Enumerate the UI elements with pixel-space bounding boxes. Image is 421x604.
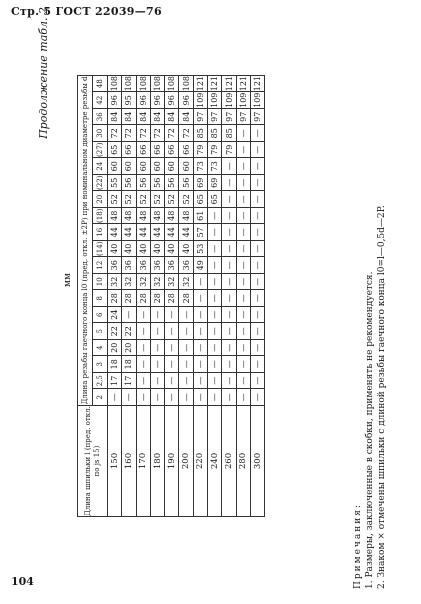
- value-cell: 20: [108, 340, 122, 357]
- value-cell: —: [222, 290, 236, 307]
- value-cell: 40: [179, 241, 193, 258]
- value-cell: 49: [193, 257, 207, 274]
- value-cell: 72: [179, 125, 193, 142]
- length-cell: 190: [165, 406, 179, 517]
- value-cell: 60: [136, 158, 150, 175]
- diameter-header-cell: 16: [93, 224, 108, 241]
- value-cell: 84: [179, 109, 193, 126]
- value-cell: 28: [179, 290, 193, 307]
- value-cell: —: [208, 389, 222, 406]
- value-cell: —: [236, 340, 250, 357]
- value-cell: 108: [136, 75, 150, 92]
- value-cell: 28: [150, 290, 164, 307]
- diameter-header-cell: 3: [93, 356, 108, 373]
- value-cell: 44: [108, 224, 122, 241]
- value-cell: 56: [179, 175, 193, 192]
- value-cell: 97: [222, 109, 236, 126]
- value-cell: 84: [150, 109, 164, 126]
- diameter-header-cell: 20: [93, 191, 108, 208]
- value-cell: —: [236, 241, 250, 258]
- notes-block: [352, 9, 388, 589]
- diameter-header-cell: 2,5: [93, 373, 108, 390]
- value-cell: —: [250, 356, 264, 373]
- value-cell: 52: [165, 191, 179, 208]
- value-cell: —: [250, 224, 264, 241]
- value-cell: —: [179, 323, 193, 340]
- value-cell: —: [208, 290, 222, 307]
- value-cell: —: [193, 323, 207, 340]
- value-cell: 40: [108, 241, 122, 258]
- value-cell: 36: [179, 257, 193, 274]
- diameter-header-cell: 6: [93, 307, 108, 324]
- value-cell: —: [193, 373, 207, 390]
- value-cell: 66: [136, 142, 150, 159]
- value-cell: —: [136, 373, 150, 390]
- value-cell: —: [150, 373, 164, 390]
- length-cell: 220: [193, 406, 207, 517]
- value-cell: —: [136, 389, 150, 406]
- value-cell: 44: [165, 224, 179, 241]
- value-cell: 44: [179, 224, 193, 241]
- value-cell: —: [222, 274, 236, 291]
- value-cell: 95: [122, 92, 136, 109]
- value-cell: 55: [108, 175, 122, 192]
- value-cell: 60: [179, 158, 193, 175]
- diameter-header-cell: 42: [93, 92, 108, 109]
- value-cell: —: [150, 340, 164, 357]
- value-cell: —: [208, 241, 222, 258]
- value-cell: 52: [136, 191, 150, 208]
- value-cell: —: [222, 356, 236, 373]
- value-cell: 17: [108, 373, 122, 390]
- value-cell: 66: [150, 142, 164, 159]
- value-cell: 28: [108, 290, 122, 307]
- diameter-header-cell: 4: [93, 340, 108, 357]
- value-cell: 22: [122, 323, 136, 340]
- value-cell: —: [236, 142, 250, 159]
- value-cell: 121: [250, 75, 264, 92]
- value-cell: —: [193, 307, 207, 324]
- table-row: [193, 75, 207, 516]
- continuation-label: Продолжение табл. 2: [37, 7, 50, 139]
- value-cell: 109: [236, 92, 250, 109]
- value-cell: 52: [179, 191, 193, 208]
- length-cell: 280: [236, 406, 250, 517]
- value-cell: 36: [165, 257, 179, 274]
- value-cell: 97: [250, 109, 264, 126]
- value-cell: 32: [179, 274, 193, 291]
- value-cell: 56: [165, 175, 179, 192]
- value-cell: 48: [165, 208, 179, 225]
- value-cell: —: [136, 323, 150, 340]
- value-cell: —: [193, 290, 207, 307]
- rotated-table-area: [37, 7, 421, 597]
- value-cell: —: [222, 191, 236, 208]
- value-cell: —: [208, 307, 222, 324]
- value-cell: 48: [108, 208, 122, 225]
- value-cell: 65: [193, 191, 207, 208]
- value-cell: 36: [108, 257, 122, 274]
- value-cell: —: [250, 257, 264, 274]
- value-cell: 32: [150, 274, 164, 291]
- value-cell: 84: [122, 109, 136, 126]
- value-cell: —: [250, 158, 264, 175]
- value-cell: —: [250, 307, 264, 324]
- value-cell: 97: [208, 109, 222, 126]
- diameter-header-cell: 30: [93, 125, 108, 142]
- value-cell: —: [122, 389, 136, 406]
- table-row: [236, 75, 250, 516]
- value-cell: —: [208, 208, 222, 225]
- value-cell: 73: [208, 158, 222, 175]
- value-cell: 65: [208, 191, 222, 208]
- value-cell: 28: [122, 290, 136, 307]
- value-cell: 121: [208, 75, 222, 92]
- value-cell: 79: [222, 142, 236, 159]
- value-cell: —: [250, 142, 264, 159]
- value-cell: —: [250, 389, 264, 406]
- table-body: [108, 75, 265, 516]
- value-cell: 69: [208, 175, 222, 192]
- value-cell: 40: [122, 241, 136, 258]
- value-cell: 108: [150, 75, 164, 92]
- value-cell: —: [208, 373, 222, 390]
- value-cell: 57: [193, 224, 207, 241]
- value-cell: —: [208, 323, 222, 340]
- length-cell: 300: [250, 406, 264, 517]
- value-cell: 20: [122, 340, 136, 357]
- value-cell: 84: [136, 109, 150, 126]
- value-cell: 28: [165, 290, 179, 307]
- value-cell: 109: [250, 92, 264, 109]
- value-cell: 60: [150, 158, 164, 175]
- note-1: 1. Размеры, заключенные в скобки, применять не рекомендуется.: [365, 271, 375, 589]
- value-cell: 32: [108, 274, 122, 291]
- value-cell: —: [236, 307, 250, 324]
- value-cell: 66: [179, 142, 193, 159]
- value-cell: —: [165, 323, 179, 340]
- value-cell: —: [236, 257, 250, 274]
- table-row: [122, 75, 136, 516]
- table-row: [108, 75, 122, 516]
- value-cell: 85: [208, 125, 222, 142]
- table-row: [179, 75, 193, 516]
- length-cell: 170: [136, 406, 150, 517]
- value-cell: —: [222, 257, 236, 274]
- value-cell: 109: [208, 92, 222, 109]
- value-cell: 18: [122, 356, 136, 373]
- value-cell: —: [250, 191, 264, 208]
- table-row: [222, 75, 236, 516]
- value-cell: 32: [136, 274, 150, 291]
- length-cell: 260: [222, 406, 236, 517]
- value-cell: —: [179, 307, 193, 324]
- length-cell: 150: [108, 406, 122, 517]
- diameter-header-cell: 24: [93, 158, 108, 175]
- value-cell: —: [250, 373, 264, 390]
- value-cell: 96: [108, 92, 122, 109]
- value-cell: —: [193, 340, 207, 357]
- value-cell: 44: [150, 224, 164, 241]
- value-cell: —: [222, 224, 236, 241]
- value-cell: 85: [222, 125, 236, 142]
- diameter-header-cell: (27): [93, 142, 108, 159]
- value-cell: 48: [179, 208, 193, 225]
- value-cell: 52: [150, 191, 164, 208]
- value-cell: 96: [136, 92, 150, 109]
- value-cell: —: [136, 340, 150, 357]
- value-cell: 52: [108, 191, 122, 208]
- value-cell: —: [165, 307, 179, 324]
- table-row: [250, 75, 264, 516]
- value-cell: —: [236, 389, 250, 406]
- value-cell: 66: [165, 142, 179, 159]
- page-header: Стр. 5 ГОСТ 22039—76: [11, 5, 162, 18]
- value-cell: —: [208, 257, 222, 274]
- value-cell: 84: [108, 109, 122, 126]
- value-cell: 52: [122, 191, 136, 208]
- length-cell: 160: [122, 406, 136, 517]
- value-cell: 96: [150, 92, 164, 109]
- value-cell: —: [250, 323, 264, 340]
- value-cell: —: [222, 340, 236, 357]
- value-cell: 72: [150, 125, 164, 142]
- value-cell: 56: [122, 175, 136, 192]
- value-cell: —: [236, 323, 250, 340]
- diameter-header-cell: (18): [93, 208, 108, 225]
- value-cell: 60: [165, 158, 179, 175]
- diameter-header-cell: 48: [93, 75, 108, 92]
- value-cell: 97: [236, 109, 250, 126]
- value-cell: —: [236, 373, 250, 390]
- value-cell: —: [236, 224, 250, 241]
- thread-length-table: [77, 75, 265, 517]
- value-cell: 44: [136, 224, 150, 241]
- value-cell: 72: [122, 125, 136, 142]
- value-cell: —: [222, 373, 236, 390]
- value-cell: —: [208, 224, 222, 241]
- value-cell: —: [236, 191, 250, 208]
- value-cell: —: [208, 274, 222, 291]
- value-cell: 72: [165, 125, 179, 142]
- length-cell: 240: [208, 406, 222, 517]
- value-cell: —: [236, 158, 250, 175]
- value-cell: 36: [136, 257, 150, 274]
- value-cell: —: [193, 356, 207, 373]
- value-cell: —: [222, 307, 236, 324]
- value-cell: —: [250, 290, 264, 307]
- value-cell: 108: [108, 75, 122, 92]
- value-cell: —: [150, 323, 164, 340]
- value-cell: 22: [108, 323, 122, 340]
- notes-title: Примечания:: [353, 503, 363, 589]
- value-cell: —: [236, 356, 250, 373]
- value-cell: —: [193, 274, 207, 291]
- value-cell: 72: [108, 125, 122, 142]
- value-cell: —: [136, 356, 150, 373]
- value-cell: —: [208, 356, 222, 373]
- diameter-header-cell: 10: [93, 274, 108, 291]
- table-row: [136, 75, 150, 516]
- table-row: [208, 75, 222, 516]
- value-cell: —: [236, 274, 250, 291]
- value-cell: 48: [136, 208, 150, 225]
- value-cell: 109: [193, 92, 207, 109]
- value-cell: 69: [193, 175, 207, 192]
- value-cell: —: [122, 307, 136, 324]
- value-cell: 121: [236, 75, 250, 92]
- value-cell: —: [250, 208, 264, 225]
- value-cell: 108: [165, 75, 179, 92]
- value-cell: 65: [108, 142, 122, 159]
- value-cell: 97: [193, 109, 207, 126]
- value-cell: 40: [165, 241, 179, 258]
- value-cell: 108: [122, 75, 136, 92]
- value-cell: —: [165, 356, 179, 373]
- value-cell: 108: [179, 75, 193, 92]
- length-cell: 200: [179, 406, 193, 517]
- value-cell: —: [222, 175, 236, 192]
- value-cell: —: [250, 175, 264, 192]
- value-cell: 72: [136, 125, 150, 142]
- value-cell: —: [179, 373, 193, 390]
- value-cell: 79: [208, 142, 222, 159]
- value-cell: —: [222, 241, 236, 258]
- value-cell: 40: [150, 241, 164, 258]
- value-cell: 56: [150, 175, 164, 192]
- value-cell: 121: [222, 75, 236, 92]
- value-cell: 66: [122, 142, 136, 159]
- value-cell: —: [236, 290, 250, 307]
- value-cell: —: [222, 323, 236, 340]
- value-cell: 56: [136, 175, 150, 192]
- value-cell: 109: [222, 92, 236, 109]
- value-cell: —: [150, 356, 164, 373]
- value-cell: 73: [193, 158, 207, 175]
- value-cell: —: [179, 356, 193, 373]
- length-header: Длина шпильки l (пред. откл. по js 15): [78, 406, 108, 517]
- value-cell: —: [179, 340, 193, 357]
- value-cell: —: [222, 389, 236, 406]
- value-cell: —: [250, 274, 264, 291]
- diameter-header-cell: (14): [93, 241, 108, 258]
- value-cell: —: [236, 125, 250, 142]
- page-number: 104: [11, 575, 34, 588]
- diameter-header-cell: 2: [93, 389, 108, 406]
- value-cell: —: [165, 389, 179, 406]
- value-cell: 96: [179, 92, 193, 109]
- value-cell: 17: [122, 373, 136, 390]
- table-row: [165, 75, 179, 516]
- value-cell: 36: [150, 257, 164, 274]
- value-cell: 60: [108, 158, 122, 175]
- value-cell: —: [150, 307, 164, 324]
- value-cell: 40: [136, 241, 150, 258]
- value-cell: 18: [108, 356, 122, 373]
- value-cell: 32: [165, 274, 179, 291]
- value-cell: —: [193, 389, 207, 406]
- value-cell: 85: [193, 125, 207, 142]
- value-cell: —: [236, 175, 250, 192]
- diameter-header-cell: (22): [93, 175, 108, 192]
- value-cell: 61: [193, 208, 207, 225]
- value-cell: 44: [122, 224, 136, 241]
- value-cell: —: [222, 158, 236, 175]
- value-cell: —: [165, 340, 179, 357]
- diameter-header-cell: 5: [93, 323, 108, 340]
- value-cell: —: [250, 241, 264, 258]
- value-cell: 28: [136, 290, 150, 307]
- diameter-header-cell: 8: [93, 290, 108, 307]
- value-cell: 48: [122, 208, 136, 225]
- value-cell: 36: [122, 257, 136, 274]
- value-cell: 79: [193, 142, 207, 159]
- value-cell: —: [222, 208, 236, 225]
- length-cell: 180: [150, 406, 164, 517]
- value-cell: —: [179, 389, 193, 406]
- value-cell: 24: [108, 307, 122, 324]
- value-cell: 48: [150, 208, 164, 225]
- value-cell: —: [150, 389, 164, 406]
- value-cell: 53: [193, 241, 207, 258]
- value-cell: 121: [193, 75, 207, 92]
- note-2: 2. Знаком × отмечены шпильки с длиной резьбы гаечного конца l0=l—0,5d—2P.: [377, 205, 387, 589]
- unit-label: мм: [63, 272, 73, 287]
- value-cell: —: [208, 340, 222, 357]
- value-cell: —: [165, 373, 179, 390]
- value-cell: —: [250, 125, 264, 142]
- table-row: [150, 75, 164, 516]
- diameter-header-cell: 12: [93, 257, 108, 274]
- value-cell: 32: [122, 274, 136, 291]
- value-cell: —: [250, 340, 264, 357]
- span-header: Длина резьбы гаечного конца l0 (пред. откл. ±2P) при номинальном диаметре резьбы d: [78, 75, 93, 405]
- diameter-header-cell: 36: [93, 109, 108, 126]
- value-cell: —: [108, 389, 122, 406]
- value-cell: —: [236, 208, 250, 225]
- value-cell: 96: [165, 92, 179, 109]
- value-cell: 60: [122, 158, 136, 175]
- value-cell: —: [136, 307, 150, 324]
- value-cell: 84: [165, 109, 179, 126]
